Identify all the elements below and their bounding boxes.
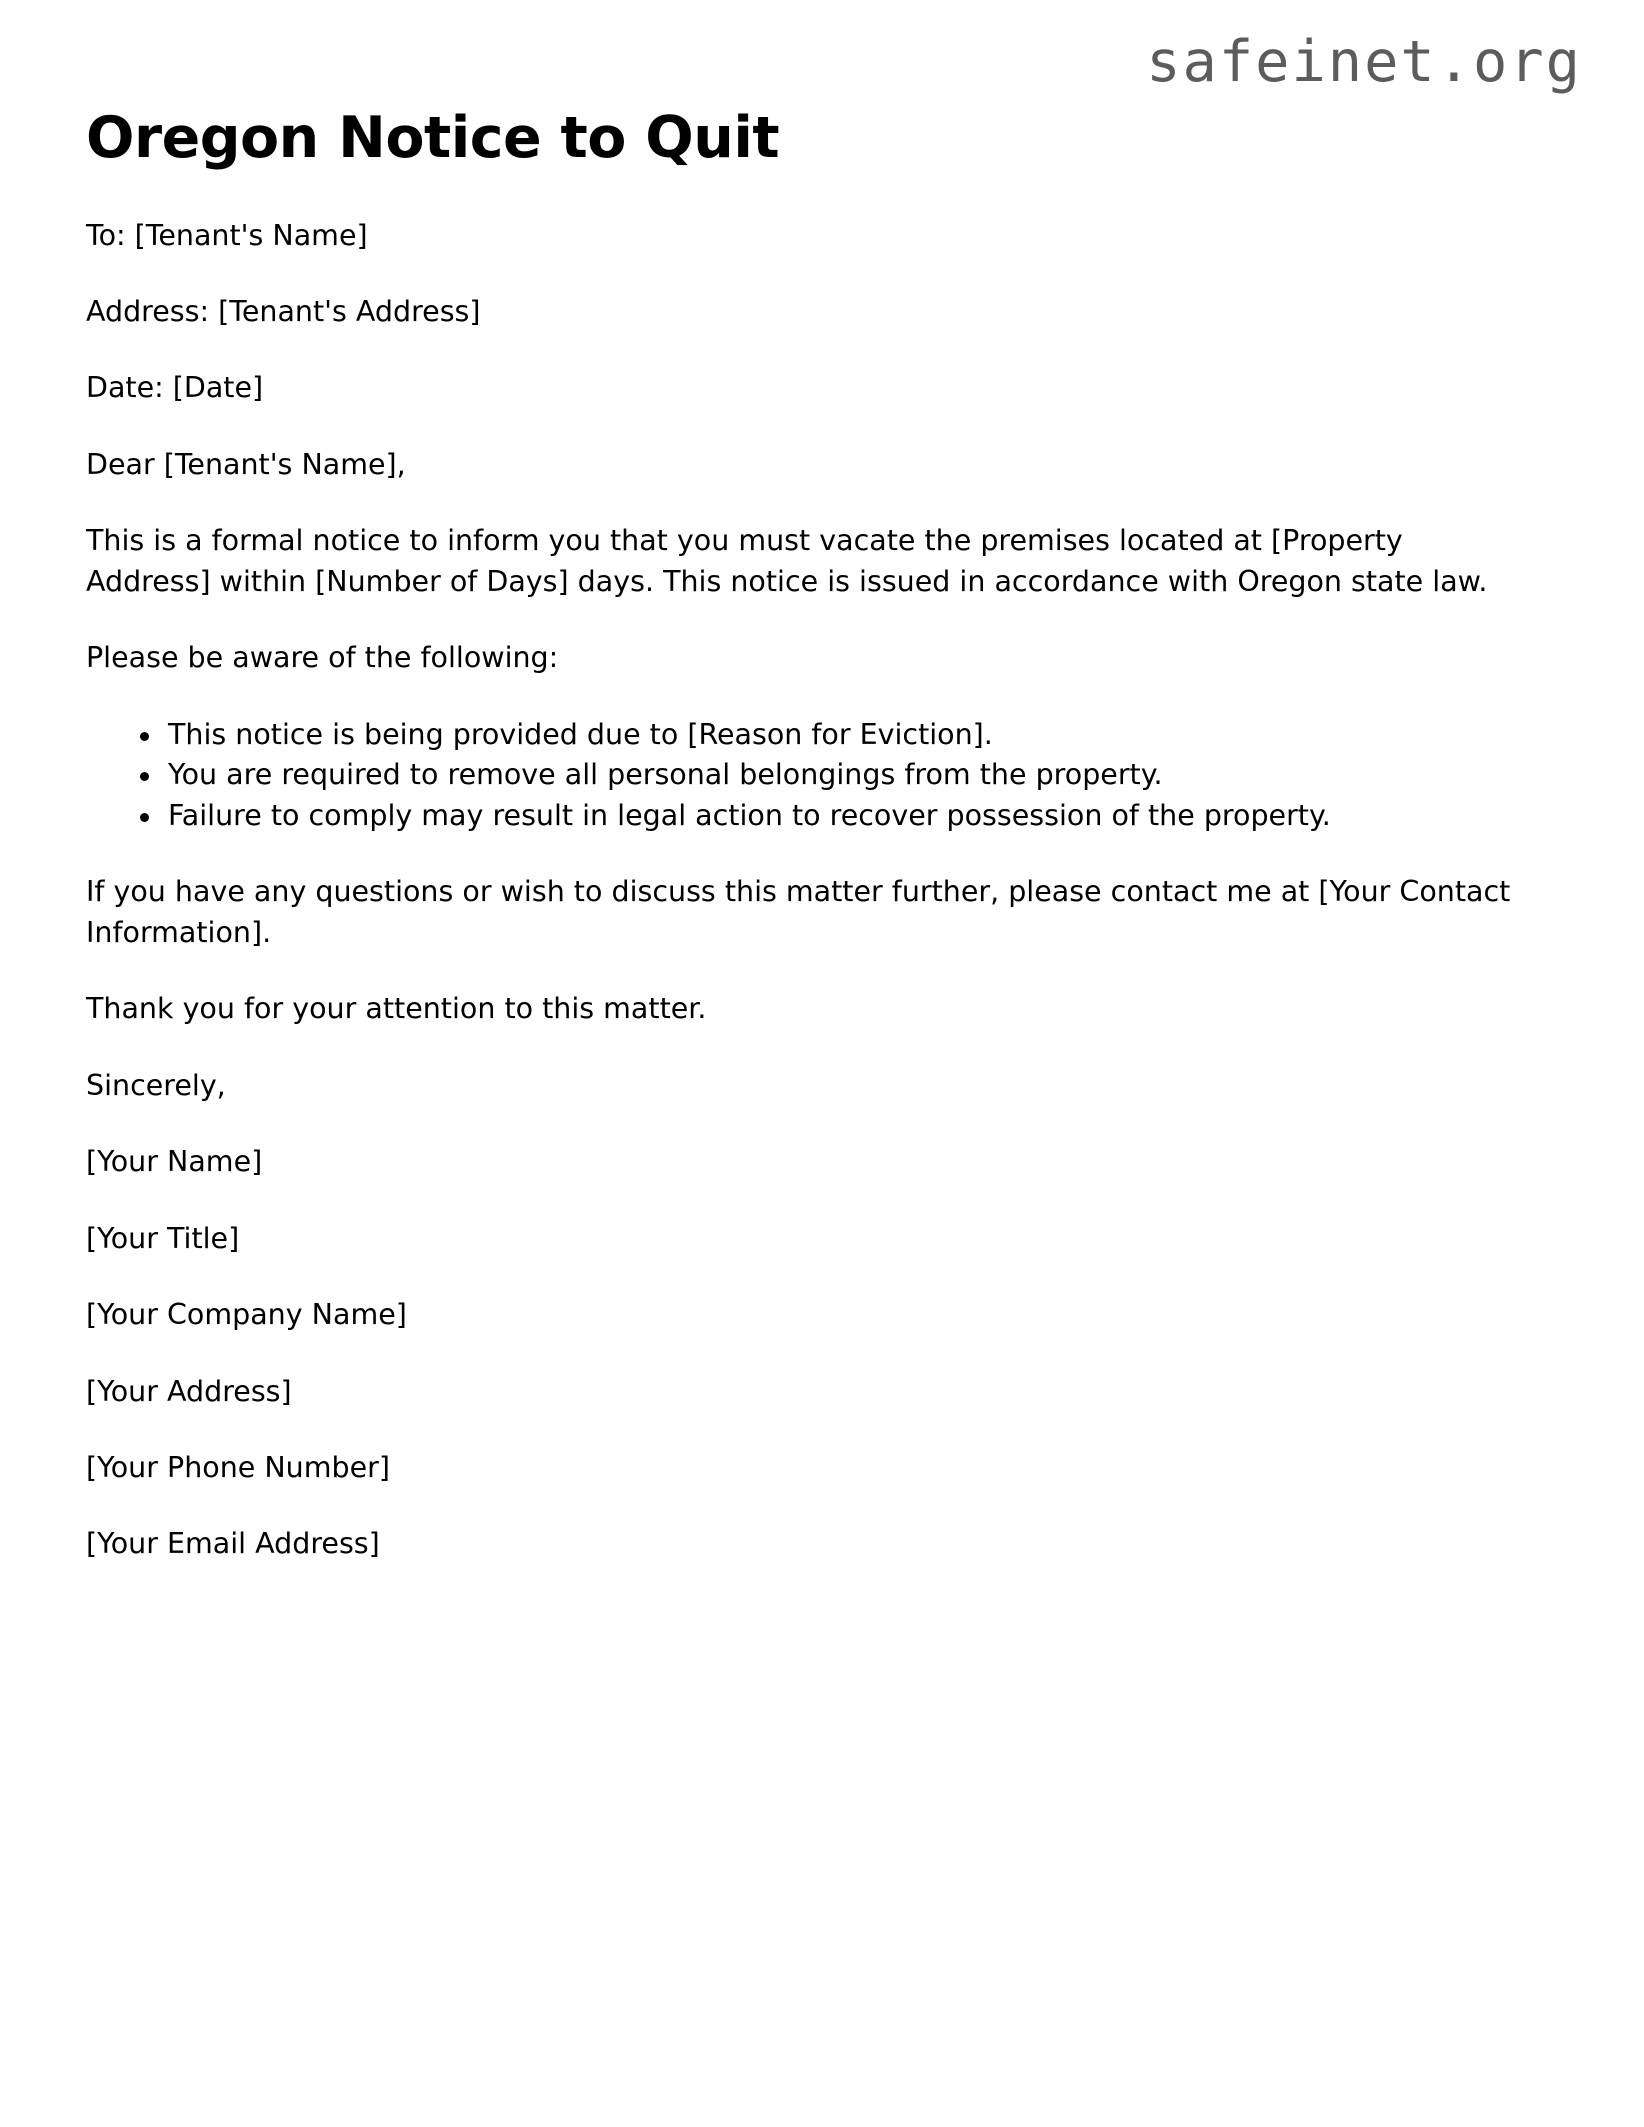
sign-off: Sincerely, xyxy=(86,1068,226,1102)
notice-date-line: Date: [Date] xyxy=(86,371,264,405)
signature-phone-number: [Your Phone Number] xyxy=(86,1450,390,1484)
list-intro: Please be aware of the following: xyxy=(86,641,559,675)
list-item: You are required to remove all personal belongings from the property. xyxy=(86,755,1518,795)
list-item: Failure to comply may result in legal action to recover possession of the property. xyxy=(86,796,1518,836)
signature-email-address: [Your Email Address] xyxy=(86,1527,380,1561)
signature-company-name: [Your Company Name] xyxy=(86,1298,407,1332)
site-watermark: safeinet.org xyxy=(1146,29,1582,95)
notice-conditions-list xyxy=(86,715,1518,836)
contact-paragraph: If you have any questions or wish to discuss this matter further, please contact me at [Your Contact Information]. xyxy=(86,875,1511,949)
signature-your-title: [Your Title] xyxy=(86,1221,240,1255)
page-title: Oregon Notice to Quit xyxy=(86,105,780,171)
closing-thanks: Thank you for your attention to this matter. xyxy=(86,992,707,1026)
recipient-to-line: To: [Tenant's Name] xyxy=(86,218,368,252)
recipient-address-line: Address: [Tenant's Address] xyxy=(86,295,481,329)
document-content xyxy=(86,106,1518,1565)
list-item: This notice is being provided due to [Reason for Eviction]. xyxy=(86,715,1518,755)
body-paragraph: This is a formal notice to inform you that you must vacate the premises located at [Property Address] within [Number of Days] days. This notice is issued in accordance with Oregon state law. xyxy=(86,524,1488,598)
signature-address: [Your Address] xyxy=(86,1374,292,1408)
signature-your-name: [Your Name] xyxy=(86,1145,263,1179)
salutation: Dear [Tenant's Name], xyxy=(86,447,406,481)
